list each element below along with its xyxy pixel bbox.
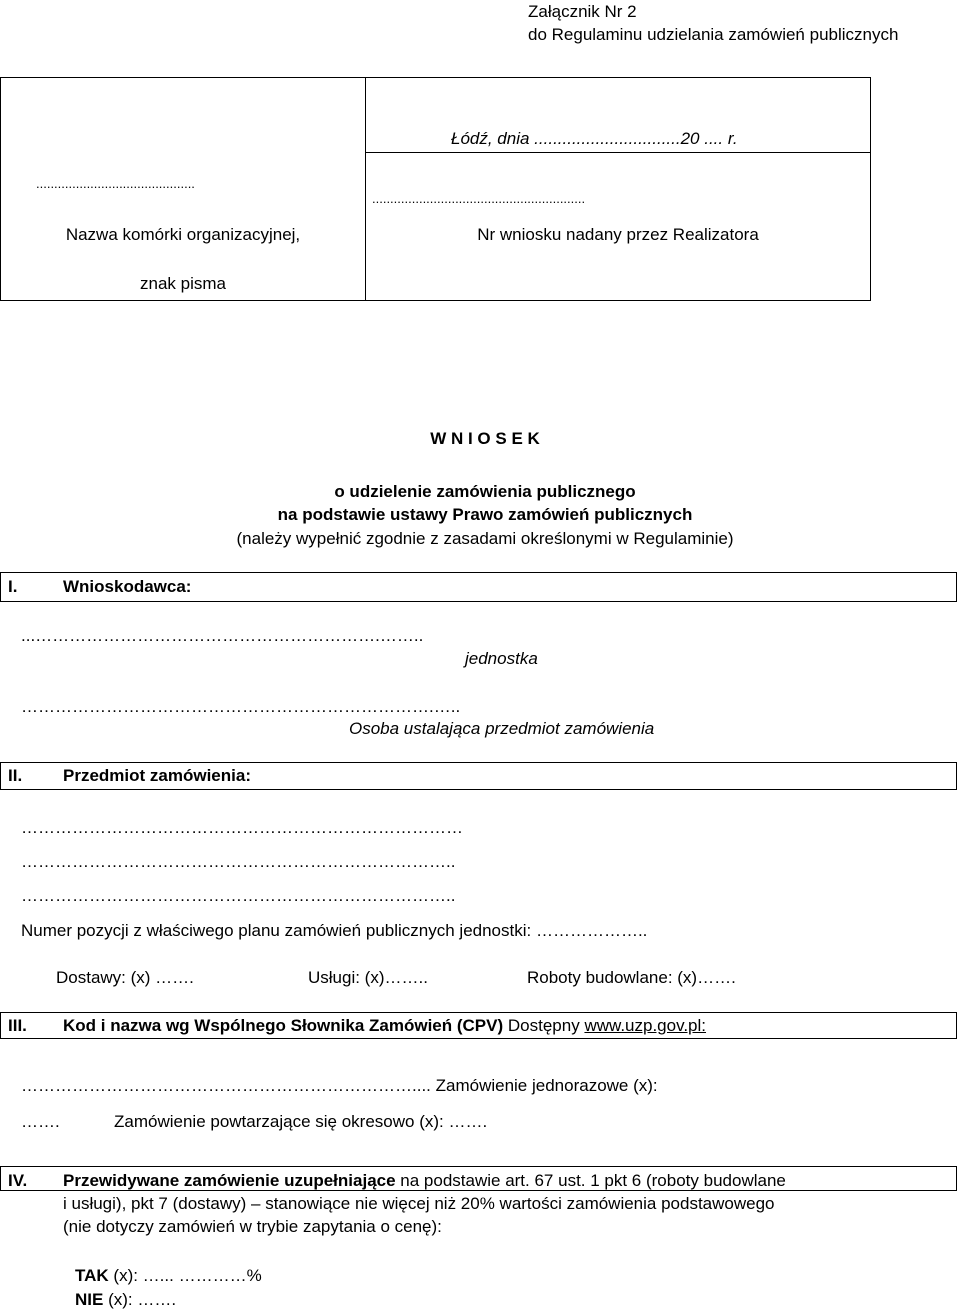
recurring-order-field[interactable]: Zamówienie powtarzające się okresowo (x): ……. bbox=[114, 1112, 488, 1131]
uzp-link[interactable]: www.uzp.gov.pl: bbox=[584, 1016, 707, 1035]
no-value: (x): ……. bbox=[103, 1290, 177, 1309]
subject-line-3[interactable]: ………………………………………………………………….. bbox=[21, 886, 456, 905]
subject-line-2[interactable]: ………………………………………………………………….. bbox=[21, 852, 456, 871]
no-label: NIE bbox=[75, 1290, 104, 1309]
title-line-1: o udzielenie zamówienia publicznego bbox=[334, 482, 636, 501]
no-option[interactable] bbox=[75, 1290, 176, 1310]
yes-value: (x): …... …………% bbox=[108, 1266, 262, 1285]
subject-line-1[interactable]: …………………………………………………………………… bbox=[21, 818, 463, 837]
section-1-label: Wnioskodawca: bbox=[63, 577, 192, 596]
document-title: W N I O S E K bbox=[430, 429, 540, 448]
title-line-2: na podstawie ustawy Prawo zamówień publicznych bbox=[277, 505, 693, 524]
construction-works-option[interactable]: Roboty budowlane: (x)……. bbox=[527, 968, 736, 987]
section-4-line-3: (nie dotyczy zamówień w trybie zapytania o cenę): bbox=[63, 1217, 442, 1236]
section-2-number: II. bbox=[8, 766, 23, 785]
responsible-person-field[interactable]: ……………………………………………………………….….. bbox=[21, 697, 461, 716]
one-time-order-field[interactable]: …………………………………………………………….... Zamówienie jednorazowe (x): bbox=[21, 1076, 658, 1095]
section-3-label: Kod i nazwa wg Wspólnego Słownika Zamówień (CPV) bbox=[63, 1016, 504, 1035]
deliveries-option[interactable]: Dostawy: (x) ……. bbox=[56, 968, 194, 987]
section-3-label-line bbox=[63, 1016, 706, 1036]
section-4-bold-label: Przewidywane zamówienie uzupełniające bbox=[63, 1171, 396, 1190]
title-note: (należy wypełnić zgodnie z zasadami określonymi w Regulaminie) bbox=[236, 529, 734, 548]
applicant-unit-label: jednostka bbox=[465, 649, 538, 668]
recurring-order-dots: ……. bbox=[21, 1112, 60, 1131]
section-2-label: Przedmiot zamówienia: bbox=[63, 766, 251, 785]
place-date-field[interactable]: Łódź, dnia ...............................20 .... r. bbox=[451, 129, 738, 148]
yes-label: TAK bbox=[75, 1266, 109, 1285]
section-4-line-2: i usługi), pkt 7 (dostawy) – stanowiące nie więcej niż 20% wartości zamówienia podstawowego bbox=[63, 1194, 775, 1213]
request-number-dots: ........................................................... bbox=[372, 191, 586, 206]
services-option[interactable]: Usługi: (x)…….. bbox=[308, 968, 428, 987]
annex-line-2: do Regulaminu udzielania zamówień publicznych bbox=[528, 25, 899, 44]
responsible-person-label: Osoba ustalająca przedmiot zamówienia bbox=[349, 719, 655, 738]
section-3-number: III. bbox=[8, 1016, 27, 1035]
plan-position-field[interactable]: Numer pozycji z właściwego planu zamówień publicznych jednostki: ……………….. bbox=[21, 921, 648, 940]
request-number-label: Nr wniosku nadany przez Realizatora bbox=[477, 225, 759, 244]
section-4-number: IV. bbox=[8, 1171, 28, 1190]
applicant-unit-field[interactable]: ...…………………………………………………….…….. bbox=[21, 626, 424, 645]
unit-name-label: Nazwa komórki organizacyjnej, bbox=[65, 225, 301, 244]
section-1-number: I. bbox=[8, 577, 18, 596]
unit-dots: ............................................ bbox=[36, 176, 195, 191]
cpv-available-text: Dostępny bbox=[507, 1016, 580, 1035]
section-4-line-1-rest: na podstawie art. 67 ust. 1 pkt 6 (roboty budowlane bbox=[395, 1171, 786, 1190]
section-4-line-1 bbox=[63, 1171, 786, 1191]
annex-line-1: Załącznik Nr 2 bbox=[528, 2, 637, 21]
yes-option[interactable] bbox=[75, 1266, 262, 1286]
letter-sign-label: znak pisma bbox=[140, 274, 226, 293]
